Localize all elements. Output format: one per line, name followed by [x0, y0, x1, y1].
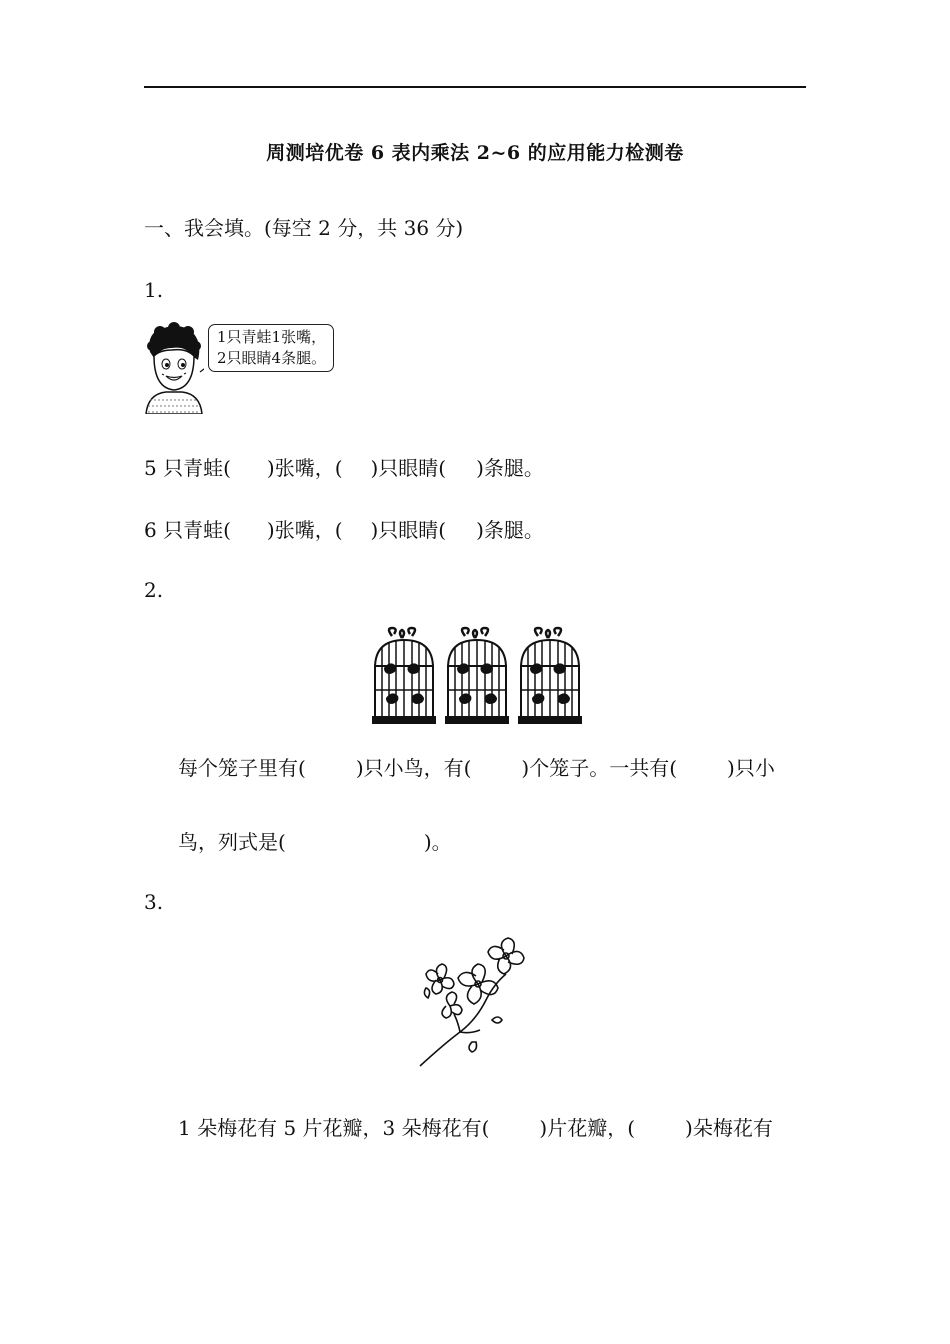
q3-text-c: )朵梅花有 — [685, 1116, 773, 1140]
question-1-number: 1. — [144, 278, 164, 302]
bubble-line-2: 2只眼睛4条腿。 — [217, 349, 327, 367]
row2-eyes: )只眼睛( — [370, 518, 447, 542]
q3-text-a: 1 朵梅花有 5 片花瓣，3 朵梅花有( — [178, 1116, 490, 1140]
question-3-text-line-1 — [178, 1112, 773, 1141]
plum-blossom-illustration — [414, 934, 536, 1070]
page-title: 周测培优卷 6 表内乘法 2~6 的应用能力检测卷 — [266, 142, 684, 164]
section-heading: 一、我会填。(每空 2 分，共 36 分) — [144, 216, 464, 240]
speech-bubble — [208, 324, 334, 372]
question-1-row-2 — [144, 514, 544, 543]
row1-prefix: 5 只青蛙( — [144, 456, 231, 480]
question-2-text-line-2 — [178, 826, 452, 855]
q2-text-d: )只小 — [727, 756, 775, 780]
bird-cages-illustration — [372, 626, 584, 726]
q3-text-b: )片花瓣，( — [539, 1116, 636, 1140]
boy-illustration — [142, 322, 204, 414]
cage-1 — [372, 628, 436, 724]
question-2-number: 2. — [144, 578, 164, 602]
q2-text-b: )只小鸟，有( — [355, 756, 472, 780]
question-2-text-line-1 — [178, 752, 775, 781]
q2-text-c: )个笼子。一共有( — [521, 756, 678, 780]
q2-text-f: )。 — [423, 830, 452, 854]
row2-mouth: )张嘴，( — [266, 518, 343, 542]
bubble-line-1: 1只青蛙1张嘴， — [217, 328, 327, 346]
header-rule — [144, 86, 806, 88]
q2-text-e: 鸟，列式是( — [178, 830, 286, 854]
cage-2 — [445, 628, 509, 724]
q2-text-a: 每个笼子里有( — [178, 756, 306, 780]
question-1-row-1 — [144, 452, 544, 481]
cage-3 — [518, 628, 582, 724]
row1-legs: )条腿。 — [476, 456, 544, 480]
row2-prefix: 6 只青蛙( — [144, 518, 231, 542]
row1-mouth: )张嘴，( — [266, 456, 343, 480]
question-3-number: 3. — [144, 890, 164, 914]
row1-eyes: )只眼睛( — [370, 456, 447, 480]
row2-legs: )条腿。 — [476, 518, 544, 542]
